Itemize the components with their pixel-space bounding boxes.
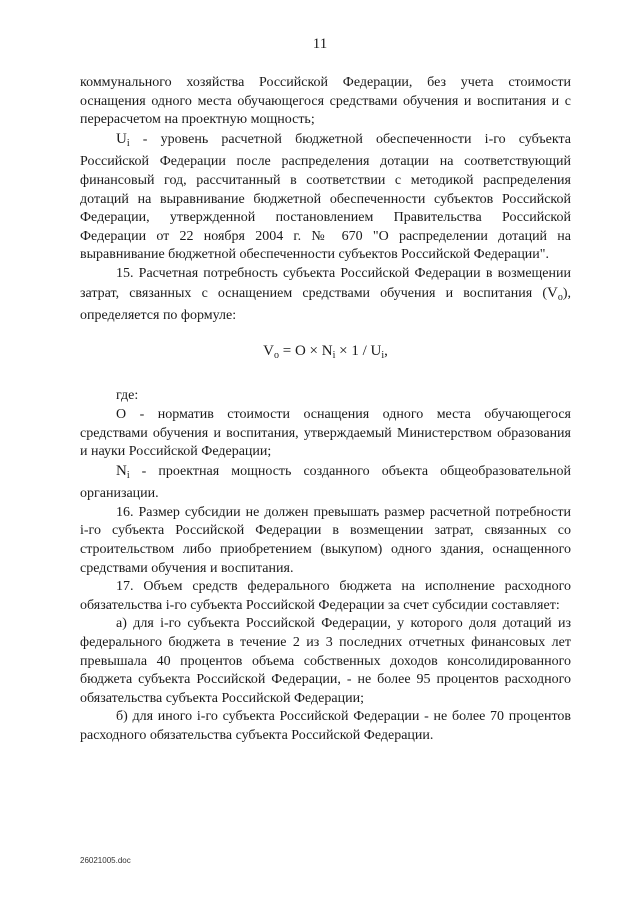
formula-mid: = O × N: [278, 342, 333, 359]
formula-lhs: V: [263, 342, 274, 359]
paragraph-item-17a: а) для i-го субъекта Российской Федерации, у которого доля дотаций из федерального бюджета в течение 2 из 3 последних отчетных финансовых лет превышала 40 процентов объема собственных доходов консолидированного бюджета субъекта Российской Федерации, - не более 95 процентов расходного обязательства субъекта Российской Федерации;: [80, 616, 571, 706]
paragraph-item-16: 16. Размер субсидии не должен превышать размер расчетной потребности i-го субъекта Российской Федерации в возмещении затрат, связанных со строительством либо приобретением (выкупом) одного здания, оснащенного средствами обучения и воспитания.: [80, 504, 571, 576]
document-body: [80, 74, 571, 746]
paragraph-ui-definition: [80, 130, 571, 265]
subscript-o: o: [557, 291, 563, 303]
formula-mid-sub: i: [332, 349, 336, 361]
paragraph-item-17: 17. Объем средств федерального бюджета на исполнение расходного обязательства i-го субъекта Российской Федерации за счет субсидии составляет:: [80, 579, 571, 613]
symbol-v: V: [546, 284, 558, 301]
ui-definition-text: - уровень расчетной бюджетной обеспеченности i-го субъекта Российской Федерации после распределения дотации на соответствующий финансовый год, рассчитанный в соответствии с методикой распределения дотаций на выравнивание бюджетной обеспеченности субъектов Российской Федерации, утвержденной постановлением Правительства Российской Федерации от 22 ноября 2004 г. № 670 "О распределении дотаций на выравнивание бюджетной обеспеченности субъектов Российской Федерации".: [80, 131, 571, 263]
formula-lhs-sub: o: [273, 349, 279, 361]
subscript-i-n: i: [126, 469, 130, 481]
formula-end: ,: [384, 342, 388, 359]
formula: [80, 342, 571, 366]
footer-filename: 26021005.doc: [80, 856, 131, 865]
item-15-text: 15. Расчетная потребность субъекта Российской Федерации в возмещении затрат, связанных с оснащением средствами обучения и воспитания (: [80, 265, 571, 301]
paragraph-utilities-cost: коммунального хозяйства Российской Федерации, без учета стоимости оснащения одного места обучающегося средствами обучения и воспитания и с перерасчетом на проектную мощность;: [80, 75, 571, 128]
page-number: 11: [312, 36, 328, 52]
paragraph-o-definition: O - норматив стоимости оснащения одного места обучающегося средствами обучения и воспитания, утверждаемый Министерством образования и науки Российской Федерации;: [80, 406, 571, 460]
ni-definition-text: - проектная мощность созданного объекта общеобразовательной организации.: [80, 463, 571, 502]
paragraph-item-15: [80, 265, 571, 326]
paragraph-where: где:: [116, 388, 139, 404]
paragraph-item-17b: б) для иного i-го субъекта Российской Федерации - не более 70 процентов расходного обязательства субъекта Российской Федерации.: [80, 709, 571, 743]
symbol-n: N: [116, 462, 127, 479]
symbol-u: U: [116, 130, 127, 147]
subscript-i: i: [126, 137, 130, 149]
formula-rhs: × 1 / U: [335, 342, 382, 359]
formula-rhs-sub: i: [381, 349, 385, 361]
item-15-end: ), определяется по формуле:: [80, 285, 571, 324]
paragraph-ni-definition: [80, 462, 571, 504]
